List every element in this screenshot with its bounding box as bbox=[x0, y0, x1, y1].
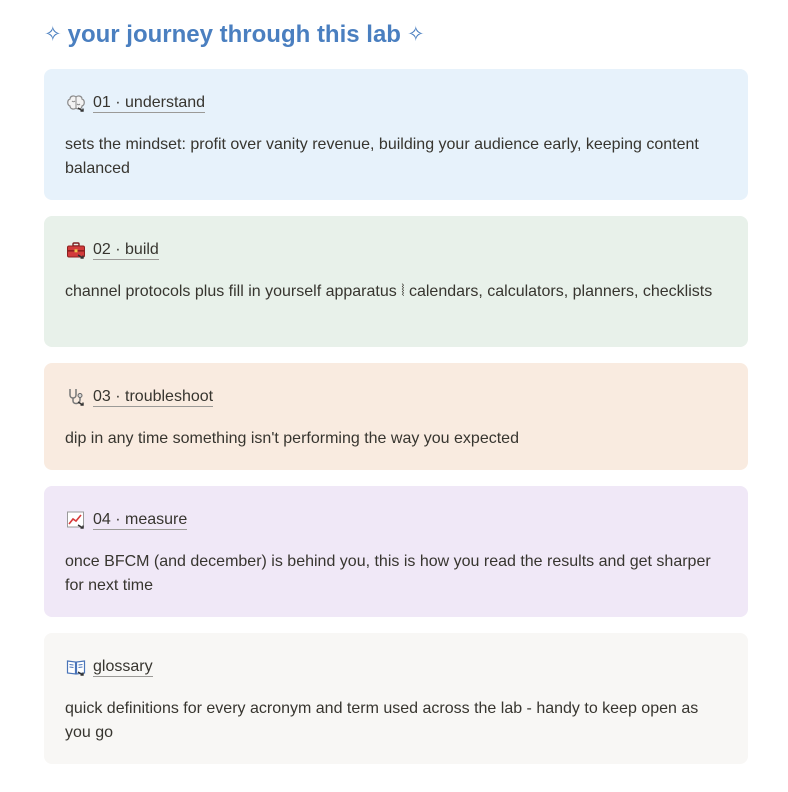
card-troubleshoot bbox=[44, 363, 748, 470]
card-title-row[interactable] bbox=[65, 385, 727, 409]
card-measure bbox=[44, 486, 748, 617]
sparkle-right-icon: ✧ bbox=[406, 23, 425, 46]
open-book-icon bbox=[65, 657, 86, 678]
card-title-row[interactable] bbox=[65, 655, 727, 679]
card-build-link[interactable]: 02 · build bbox=[93, 241, 159, 258]
journey-card-list bbox=[44, 69, 748, 764]
card-build-description: channel protocols plus fill in yourself apparatus ⦚ calendars, calculators, planners, checklists bbox=[65, 283, 713, 300]
card-title-row[interactable] bbox=[65, 508, 727, 532]
card-understand bbox=[44, 69, 748, 200]
card-understand-link[interactable]: 01 · understand bbox=[93, 94, 206, 111]
card-troubleshoot-description: dip in any time something isn't performing the way you expected bbox=[65, 430, 519, 447]
page-heading-text: your journey through this lab bbox=[67, 20, 401, 48]
brain-icon bbox=[65, 93, 86, 114]
card-build bbox=[44, 216, 748, 347]
card-understand-description: sets the mindset: profit over vanity revenue, building your audience early, keeping content balanced bbox=[65, 136, 699, 177]
page-heading bbox=[44, 0, 748, 47]
card-glossary bbox=[44, 633, 748, 764]
card-troubleshoot-link[interactable]: 03 · troubleshoot bbox=[93, 388, 214, 405]
stethoscope-icon bbox=[65, 387, 86, 408]
card-measure-link[interactable]: 04 · measure bbox=[93, 511, 188, 528]
card-glossary-link[interactable]: glossary bbox=[93, 658, 153, 675]
toolbox-icon bbox=[65, 240, 86, 261]
sparkle-left-icon: ✧ bbox=[44, 23, 62, 46]
card-glossary-description: quick definitions for every acronym and term used across the lab - handy to keep open as you go bbox=[65, 700, 699, 741]
card-title-row[interactable] bbox=[65, 238, 727, 262]
chart-increasing-icon bbox=[65, 510, 86, 531]
card-title-row[interactable] bbox=[65, 91, 727, 115]
card-measure-description: once BFCM (and december) is behind you, this is how you read the results and get sharper for next time bbox=[65, 553, 711, 594]
